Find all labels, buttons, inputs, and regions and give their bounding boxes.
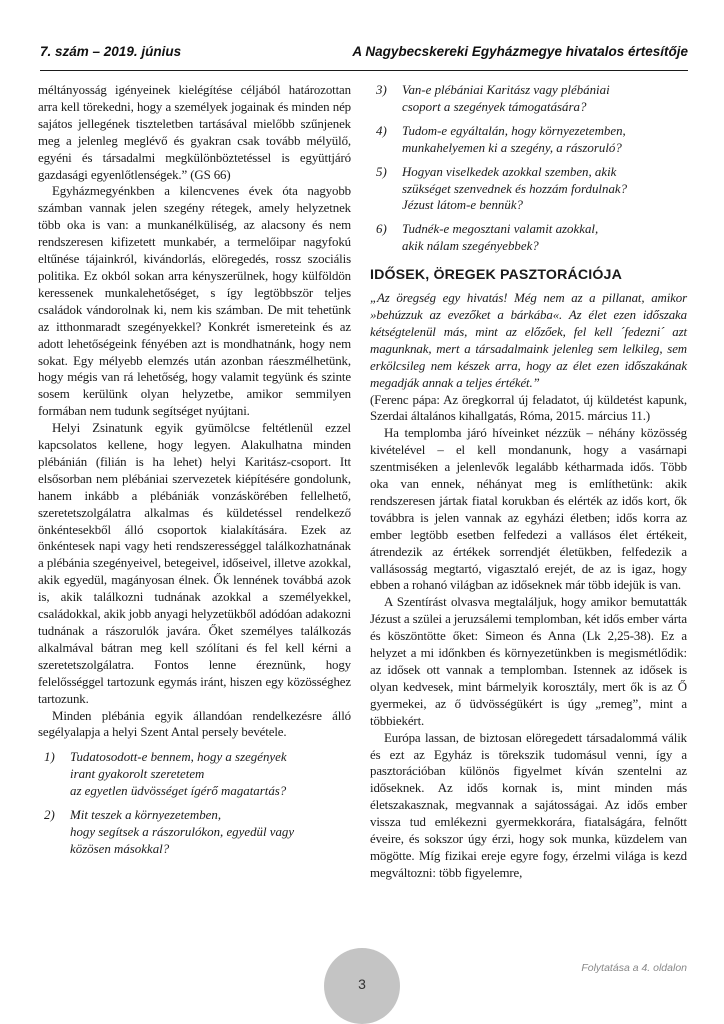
question-list-left <box>38 749 351 857</box>
question-item <box>38 749 351 800</box>
question-text: Tudatosodott-e bennem, hogy a szegények irant gyakorolt szeretetem az egyetlen üdvösséget ígérő magatartás? <box>70 750 287 799</box>
paragraph-gs66: méltányosság igényeinek kielégítése céljából határozottan arra kell törekedni, hogy a személyek jogainak és minden nép sajátos jellegének tiszteletben tartásával mielőbb szűnjenek meg a jelenleg meglévő és gyakran csak tovább mélyülő, egyéni és társadalmi megkülönböztetéssel is együttjáró gazdasági egyenlőtlenségek.” (GS 66) <box>38 83 351 182</box>
question-item <box>370 221 687 255</box>
question-text: Mit teszek a környezetemben, hogy segítsek a rászorulókon, egyedül vagy közösen másokkal? <box>70 808 295 856</box>
paragraph-st-anthony: Minden plébánia egyik állandóan rendelkezésre álló segélyalapja a helyi Szent Antal persely bevétele. <box>38 708 351 740</box>
continued-note: Folytatása a 4. oldalon <box>581 962 687 974</box>
page-number <box>324 948 400 1024</box>
paragraph-churchgoers: Ha templomba járó híveinket nézzük – néhány közösség kivételével – el kell mondanunk, hogy a vasárnapi szentmiséken a jelenlevők legalább kétharmada idős. Több oka van ennek, néhányat meg is említhetünk: akik rendszeresen jártak fiatal korukban és elérték az idős kort, ők továbbra is jelen vannak az egyházi életben; idős korra az ember legtöbb esetben felfedezi a vallásos élet értékeit, átrendezik az értékek sorrendjét életükben, felfedezik a vallásosság megtartó, vigasztaló erejét, de az is igaz, hogy ebben a rohanó világban az időseknek már több idejük is van. <box>370 426 687 593</box>
question-item <box>38 807 351 858</box>
question-item <box>370 164 687 215</box>
paragraph-europe: Európa lassan, de biztosan elöregedett társadalommá válik és ezt az Egyház is törekszik tudomásul venni, így a pasztorációban különös figyelmet kíván szentelni az időseknek. Az idős kornak is, mint minden más életszakasznak, megvannak a sajátosságai. Az idős ember vissza tud emlékezni gyermekkorára, fiatalságára, felnőtt éveire, és sokszor úgy érzi, hogy sok munka, küzdelem van mögötte. Míg fizikai ereje egyre fogy, érzelmi világa is kezd megváltozni: több figyelemre, <box>370 730 687 880</box>
question-number: 2) <box>44 808 55 823</box>
question-text: Tudnék-e megosztani valamit azokkal, akik nálam szegényebbek? <box>402 222 599 254</box>
question-item <box>370 82 687 116</box>
question-text: Van-e plébániai Karitász vagy plébániai csoport a szegények támogatására? <box>402 83 610 114</box>
issue-date: 7. szám – 2019. június <box>40 44 182 59</box>
question-number: 6) <box>376 222 387 237</box>
pope-quote: „Az öregség egy hivatás! Még nem az a pillanat, amikor »behúzzuk az evezőket a bárkába«. Az élet ezen időszaka kétségtelenül más, mint az előzőek, fel kell ´fedezni´ azt magunknak, mert a társadalmaink jelenleg sem lelkileg, sem erkölcsileg nem készek arra, hogy az élet ezen időszakának megadják annak a teljes értékét.” <box>370 291 687 390</box>
paragraph-poverty: Egyházmegyénkben a kilencvenes évek óta nagyobb számban vannak jelen szegény rétegek, amely helyzetnek több oka is van: a munkanélküliség, az alacsony és nem rendszeresen kifizetett munkabér, a termelőipar nagyfokú eltűnése tájainkról, kivándorlás, elöregedés, rossz szociális politika. Ez okból sokan arra kényszerülnek, hogy külföldön keressenek munkalehetőséget, s így legtöbbször teljes családok vándorolnak ki, nem kis számban. De mit tehetünk az itthonmaradt szegényekkel? Konkrét ismereteink és az adott lehetőségeink fényében azt is mondhatnánk, hogy nem sokat. Egy mélyebb elemzés után azonban ráeszmélhetünk, hogy mégis van rá lehetőség, hogy valamit tegyünk és szinte sosem kerülünk olyan helyzetbe, amikor semmilyen formában nem tudunk segítséget nyújtani. <box>38 184 351 419</box>
question-text: Tudom-e egyáltalán, hogy környezetemben, munkahelyemen ki a szegény, a rászoruló? <box>402 123 626 155</box>
question-number: 4) <box>376 123 387 138</box>
section-title: IDŐSEK, ÖREGEK PASZTORÁCIÓJA <box>370 267 622 284</box>
question-number: 5) <box>376 164 387 179</box>
question-list-right <box>370 82 687 255</box>
publication-title: A Nagybecskereki Egyházmegye hivatalos értesítője <box>352 44 688 59</box>
left-column <box>38 82 351 865</box>
paragraph-scripture: A Szentírást olvasva megtaláljuk, hogy amikor bemutatták Jézust a szülei a jeruzsálemi templomban, két idős ember várta és köszöntötte őket: Simeon és Anna (Lk 2,25-38). Ez a helyzet a mi időnkben és környezetünkben is megismétlődik: az idősek ott vannak a templomban. Istennek az idősek is olyan kedvesek, mint bármelyik korosztály, mert ők is az Ő gyermekei, az ő üdvösségükért is úgy „remeg”, mint a többiekért. <box>370 595 687 728</box>
quote-citation: (Ferenc pápa: Az öregkorral új feladatot, új küldetést kapunk, Szerdai általános kihallgatás, Róma, 2015. március 11.) <box>370 392 687 424</box>
question-number: 3) <box>376 83 387 97</box>
paragraph-caritas: Helyi Zsinatunk egyik gyümölcse feltétlenül ezzel kapcsolatos kellene, hogy legyen. Alakulhatna minden plébánián (filián is ha lehet) helyi Karitász-csoport. Itt elsősorban nem plébániai szervezetek kiépítésére gondolunk, hanem inkább a plébániák vonzáskörében fellelhető, szeretetszolgálatra alkalmas és küldetéssel rendelkező önkéntesekből álló csoportok kialakítására. Ezek az önkéntesek napi vagy heti rendszerességgel találkozhatnának a plébánia szegényeivel, betegeivel, időseivel, illetve azokkal, akik egyedül, magányosan élnek. Ők lennének továbbá azok is, akik találkozni tudnának azokkal a személyekkel, családokkal, akik jobb anyagi helyzetükből adódóan adakozni tudnának a rászorulók javára. Őket személyes találkozás alkalmával bátran meg kell szólítani és fel kell kérni a szeretetszolgálatra. Fontos lenne éreznünk, hogy felelősséggel tartozunk egymás iránt, hiszen egy közösséghez tartozunk. <box>38 421 351 706</box>
question-text: Hogyan viselkedek azokkal szemben, akik szükséget szenvednek és hozzám fordulnak? Jézust látom-e bennük? <box>402 164 628 213</box>
right-column <box>370 82 687 882</box>
page-number-text: 3 <box>358 976 366 992</box>
page-header <box>40 44 688 71</box>
question-item <box>370 123 687 157</box>
question-number: 1) <box>44 750 55 765</box>
